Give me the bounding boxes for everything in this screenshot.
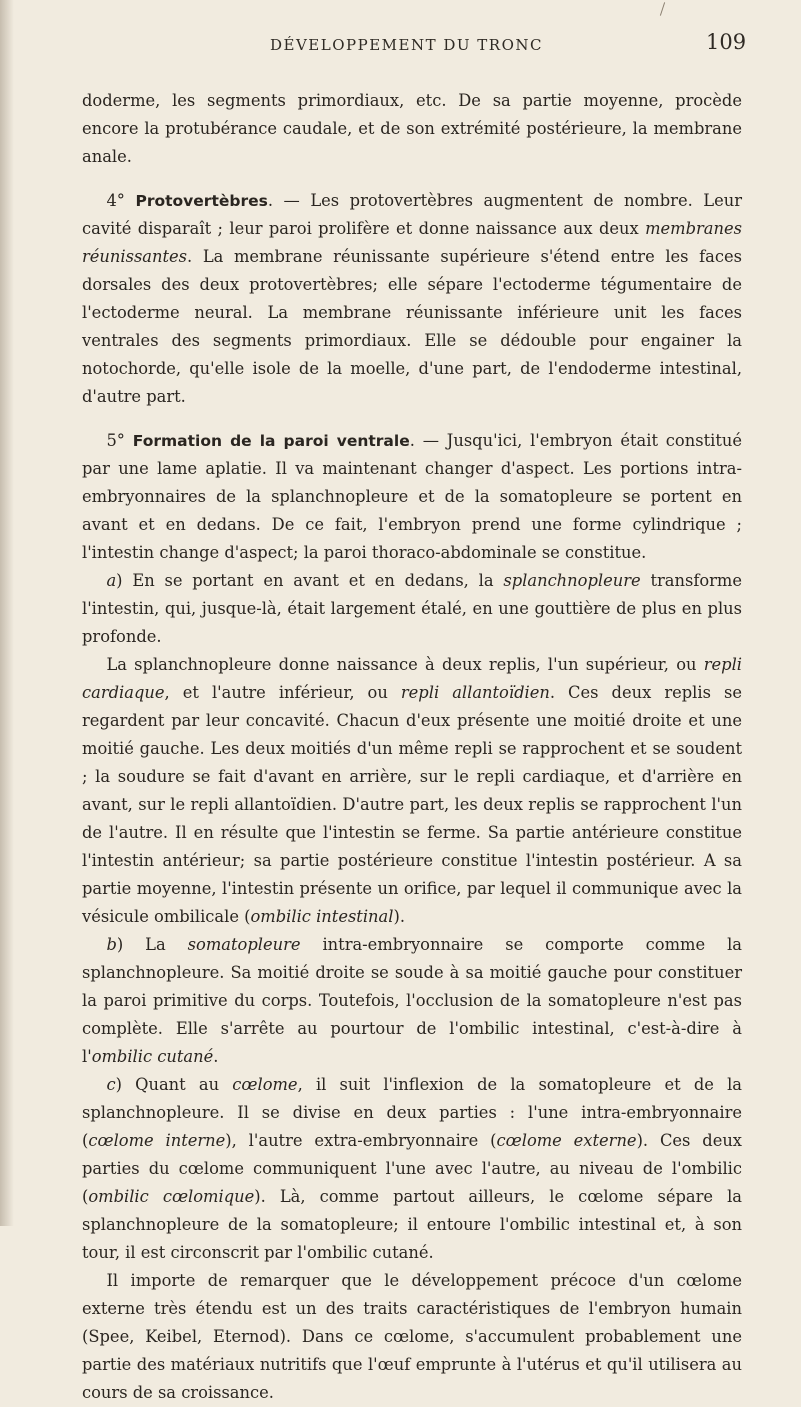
spine-shadow <box>0 0 14 1226</box>
text-run: , il suit l'inflexion de la somatopleure et de la splanchnopleure. Il se divise en deux parties : l'une intra-embryonnaire ( <box>82 1075 742 1150</box>
text-run: . — Les protovertèbres augmentent de nombre. Leur cavité disparaît ; leur paroi prolifère et donne naissance aux deux <box>82 191 742 238</box>
italic-term: cœlome externe <box>496 1131 637 1150</box>
text-run: . — Jusqu'ici, l'embryon était constitué par une lame aplatie. Il va maintenant changer d'aspect. Les portions intra-embryonnaires de la splanchnopleure et de la somatopleure se portent en avant et en dedans. De ce fait, l'embryon prend une forme cylindrique ; l'intestin change d'aspect; la paroi thoraco-abdominale se constitue. <box>82 431 742 562</box>
italic-term: repli cardiaque <box>82 655 742 702</box>
italic-term: cœlome interne <box>88 1131 226 1150</box>
section-heading: Formation de la paroi ventrale <box>132 432 410 450</box>
italic-term: cœlome <box>232 1075 298 1094</box>
text-run: ) En se portant en avant et en dedans, la <box>116 571 504 590</box>
margin-tick-mark <box>660 2 665 16</box>
italic-term: ombilic cœlomique <box>88 1187 255 1206</box>
body-text <box>82 87 742 1407</box>
text-run: intra-embryonnaire se comporte comme la splanchnopleure. Sa moitié droite se soude à sa moitié gauche pour constituer la paroi primitive du corps. Toutefois, l'occlusion de la somatopleure n'est pas complète. Elle s'arrête au pourtour de l'ombilic intestinal, c'est-à-dire à l' <box>82 935 742 1066</box>
text-run: transforme l'intestin, qui, jusque-là, était largement étalé, en une gouttière de plus en plus profonde. <box>82 571 743 646</box>
paragraph-b <box>82 931 742 1071</box>
italic-term: membranes réunissantes <box>82 219 742 266</box>
item-letter: a <box>106 571 117 590</box>
paragraph-a-continued <box>82 651 742 931</box>
text-run: , et l'autre inférieur, ou <box>164 683 401 702</box>
paragraph-intro <box>82 87 742 171</box>
text-run: ), l'autre extra-embryonnaire ( <box>225 1131 497 1150</box>
italic-term: ombilic cutané <box>91 1047 214 1066</box>
section-heading: Protovertèbres <box>135 192 268 210</box>
text-run: doderme, les segments primordiaux, etc. De sa partie moyenne, procède encore la protubérance caudale, et de son extrémité postérieure, la membrane anale. <box>82 91 742 166</box>
text-run: ) Quant au <box>115 1075 233 1094</box>
paragraph-section-5 <box>82 427 742 567</box>
item-letter: c <box>106 1075 116 1094</box>
text-run: . Ces deux replis se regardent par leur concavité. Chacun d'eux présente une moitié droite et une moitié gauche. Les deux moitiés d'un même repli se rapprochent et se soudent ; la soudure se fait d'avant en arrière, sur le repli cardiaque, et d'arrière en avant, sur le repli allantoïdien. D'autre part, les deux replis se rapprochent l'un de l'autre. Il en résulte que l'intestin se ferme. Sa partie antérieure constitue l'intestin antérieur; sa partie postérieure constitue l'intestin postérieur. A sa partie moyenne, l'intestin présente un orifice, par lequel il communique avec la vésicule ombilicale ( <box>82 683 742 926</box>
paragraph-c <box>82 1071 742 1267</box>
italic-term: somatopleure <box>187 935 301 954</box>
item-letter: b <box>106 935 117 954</box>
section-number: 4° <box>106 191 136 210</box>
italic-term: ombilic intestinal <box>250 907 394 926</box>
running-head: DÉVELOPPEMENT DU TRONC <box>270 36 543 54</box>
text-run: . <box>213 1047 219 1066</box>
text-run: Il importe de remarquer que le développement précoce d'un cœlome externe très étendu est un des traits caractéristiques de l'embryon humain (Spee, Keibel, Eternod). Dans ce cœlome, s'accumulent probablement une partie des matériaux nutritifs que l'œuf emprunte à l'utérus et qu'il utilisera au cours de sa croissance. <box>82 1271 742 1402</box>
section-number: 5° <box>106 431 133 450</box>
page-number: 109 <box>706 30 747 54</box>
text-run: . La membrane réunissante supérieure s'étend entre les faces dorsales des deux protovertèbres; elle sépare l'ectoderme tégumentaire de l'ectoderme neural. La membrane réunissante inférieure unit les faces ventrales des segments primordiaux. Elle se dédouble pour engainer la notochorde, qu'elle isole de la moelle, d'une part, de l'endoderme intestinal, d'autre part. <box>82 247 742 406</box>
text-run: ). <box>393 907 405 926</box>
text-run: ) La <box>116 935 188 954</box>
paragraph-section-4 <box>82 187 742 411</box>
paragraph-final <box>82 1267 742 1407</box>
text-run: ). Ces deux parties du cœlome communiquent l'une avec l'autre, au niveau de l'ombilic ( <box>82 1131 742 1206</box>
text-run: La splanchnopleure donne naissance à deux replis, l'un supérieur, ou <box>106 655 704 674</box>
paragraph-a <box>82 567 742 651</box>
italic-term: repli allantoïdien <box>400 683 550 702</box>
text-run: ). Là, comme partout ailleurs, le cœlome sépare la splanchnopleure de la somatopleure; il entoure l'ombilic intestinal et, à son tour, il est circonscrit par l'ombilic cutané. <box>82 1187 743 1262</box>
italic-term: splanchnopleure <box>503 571 641 590</box>
